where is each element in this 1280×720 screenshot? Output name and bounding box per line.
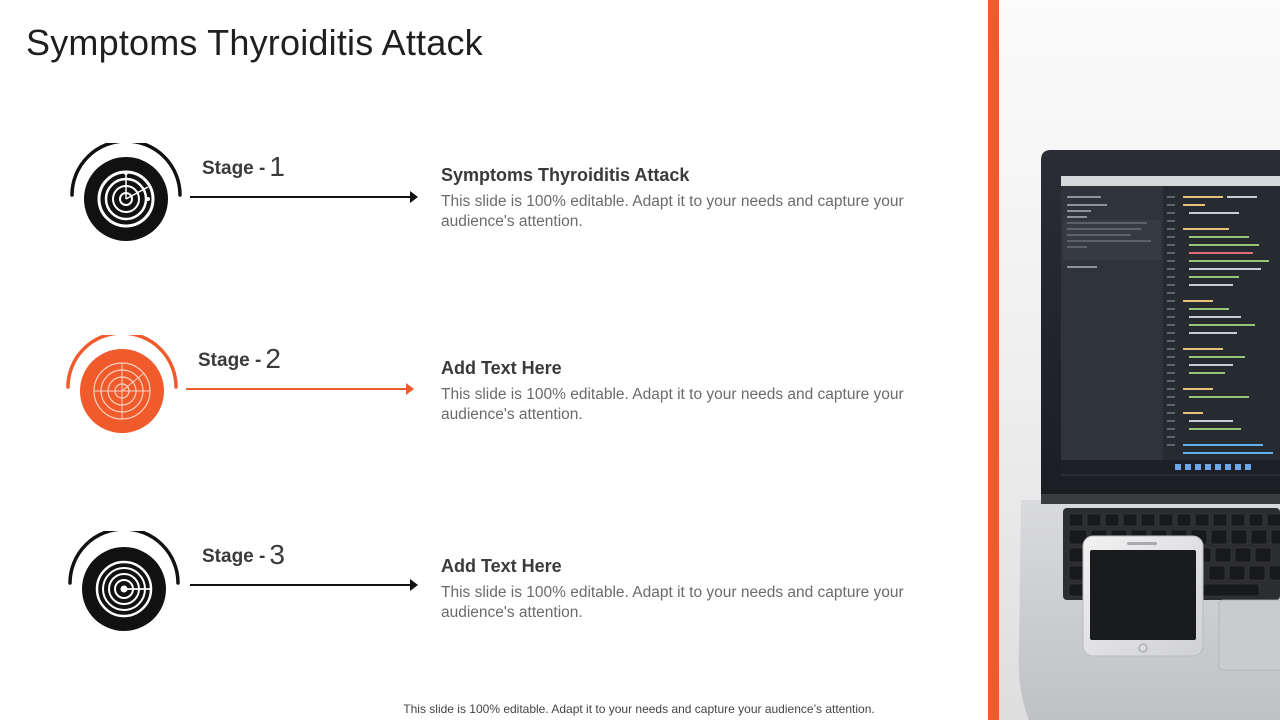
stage-body: This slide is 100% editable. Adapt it to your needs and capture your audience's attention. [441,386,904,423]
stage-label-text: Stage - [202,158,266,179]
page-title: Symptoms Thyroiditis Attack [26,22,483,63]
arrow-connector [190,584,418,586]
footer-text: This slide is 100% editable. Adapt it to your needs and capture your audience’s attention. [403,702,875,716]
stage-label [202,151,285,183]
target-icon [62,335,182,445]
laptop-and-phone-photo [999,0,1280,720]
stage-number: 2 [265,343,281,374]
arrow-head-icon [410,579,418,591]
stage-1 [0,143,960,263]
stage-body: This slide is 100% editable. Adapt it to your needs and capture your audience's attention. [441,193,904,230]
stage-body: This slide is 100% editable. Adapt it to your needs and capture your audience's attention. [441,584,904,621]
arrow-head-icon [410,191,418,203]
stage-number: 3 [269,539,285,570]
target-icon [64,531,184,641]
target-icon [66,143,186,253]
stage-label [198,343,281,375]
stage-text-block [441,165,931,232]
stage-label-text: Stage - [202,546,266,567]
arrow-connector [190,196,418,198]
laptop-illustration [999,0,1280,720]
stage-text-block [441,358,931,425]
stage-title: Add Text Here [441,556,562,576]
stage-2 [0,335,960,455]
stage-label [202,539,285,571]
stage-number: 1 [269,151,285,182]
stage-title: Symptoms Thyroiditis Attack [441,165,690,185]
arrow-head-icon [406,383,414,395]
stage-label-text: Stage - [198,350,262,371]
stage-3 [0,531,960,651]
stage-title: Add Text Here [441,358,562,378]
stage-text-block [441,556,931,623]
arrow-connector [186,388,414,390]
accent-divider-bar [988,0,999,720]
